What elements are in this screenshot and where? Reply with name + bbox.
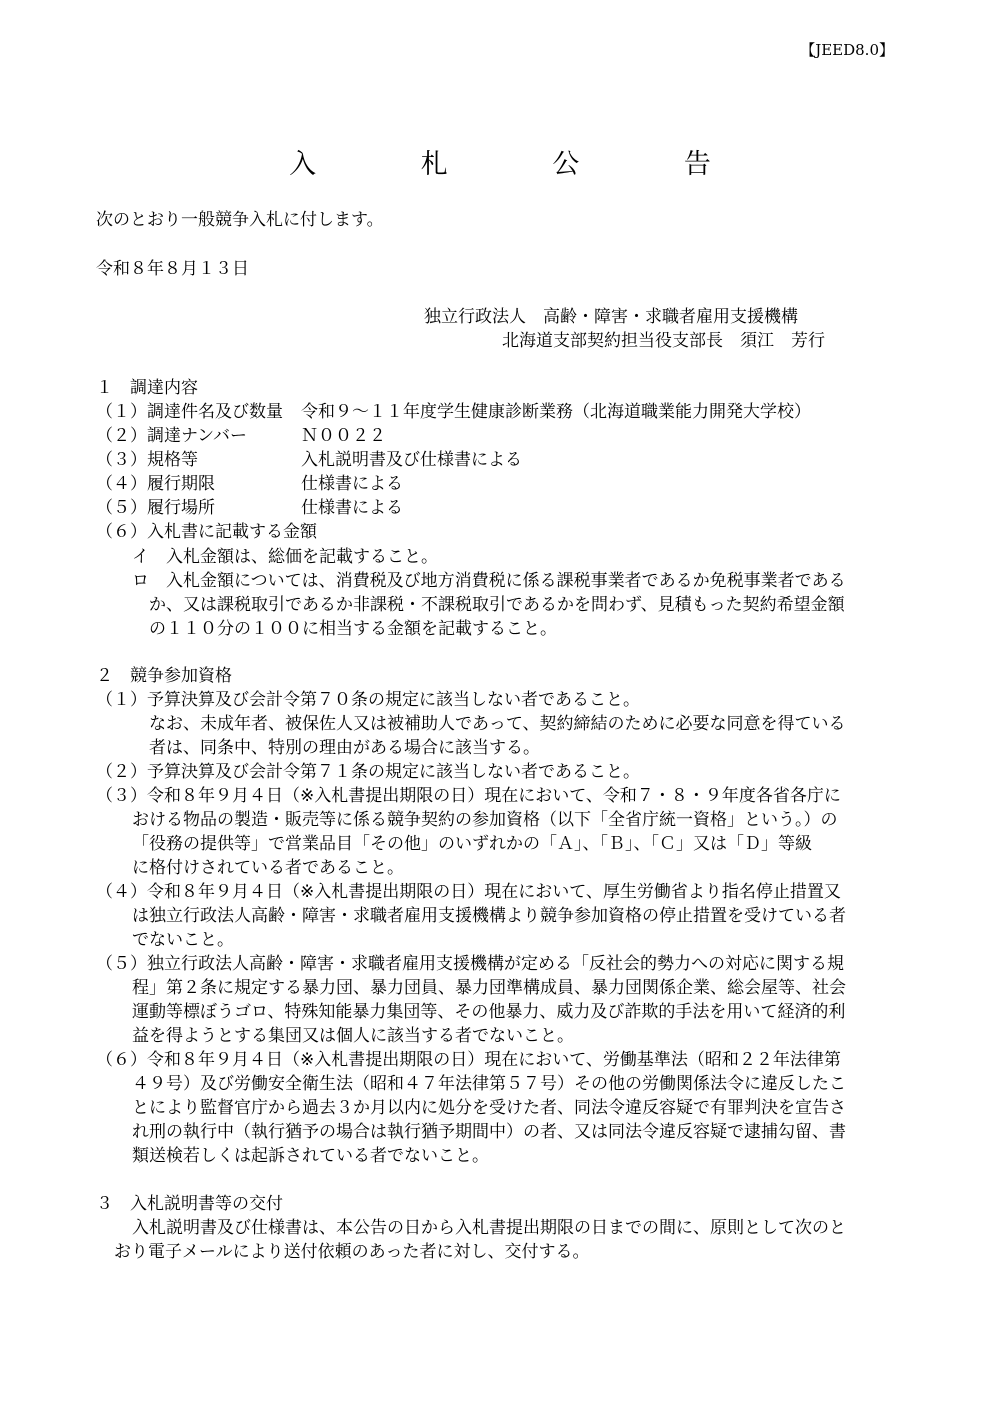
paragraph-line: 類送検若しくは起訴されている者でないこと。	[132, 1146, 489, 1166]
paragraph-line: （５）独立行政法人高齢・障害・求職者雇用支援機構が定める「反社会的勢力への対応に関する規	[96, 954, 844, 974]
paragraph-line: （３）令和８年９月４日（※入札書提出期限の日）現在において、令和７・８・９年度各省各庁に	[96, 786, 841, 806]
item-label: （１）調達件名及び数量	[96, 402, 283, 422]
paragraph-line: か、又は課税取引であるか非課税・不課税取引であるかを問わず、見積もった契約希望金額	[149, 595, 845, 615]
paragraph-line: れ刑の執行中（執行猶予の場合は執行猶予期間中）の者、又は同法令違反容疑で逮捕勾留、書	[132, 1122, 846, 1142]
page-title: 入 札 公 告	[289, 149, 759, 180]
paragraph-line: おける物品の製造・販売等に係る競争契約の参加資格（以下「全省庁統一資格」という。）の	[132, 810, 838, 830]
section-3-heading: ３ 入札説明書等の交付	[96, 1194, 283, 1214]
paragraph-line: は独立行政法人高齢・障害・求職者雇用支援機構より競争参加資格の停止措置を受けている者	[132, 906, 846, 926]
paragraph-line: でないこと。	[132, 930, 234, 950]
paragraph-line: ４９号）及び労働安全衛生法（昭和４７年法律第５７号）その他の労働関係法令に違反したこ	[132, 1074, 846, 1094]
contract-officer: 北海道支部契約担当役支部長 須江 芳行	[502, 331, 825, 351]
list-item	[96, 424, 386, 448]
paragraph-line: の１１０分の１００に相当する金額を記載すること。	[149, 619, 557, 639]
document-code: 【JEED8.0】	[800, 41, 894, 59]
paragraph-line: なお、未成年者、被保佐人又は被補助人であって、契約締結のために必要な同意を得ている	[149, 714, 846, 734]
list-item	[96, 400, 811, 424]
organization-name: 独立行政法人 高齢・障害・求職者雇用支援機構	[424, 307, 798, 327]
paragraph-line: 入札説明書及び仕様書は、本公告の日から入札書提出期限の日までの間に、原則として次のと	[132, 1218, 846, 1238]
paragraph-line: とにより監督官庁から過去３か月以内に処分を受けた者、同法令違反容疑で有罪判決を宣告さ	[132, 1098, 846, 1118]
item-value: 仕様書による	[301, 498, 403, 518]
section-1-heading: １ 調達内容	[96, 378, 198, 398]
list-item	[96, 448, 522, 472]
intro-text: 次のとおり一般競争入札に付します。	[96, 210, 384, 230]
paragraph-line: 運動等標ぼうゴロ、特殊知能暴力集団等、その他暴力、威力及び詐欺的手法を用いて経済的利	[132, 1002, 846, 1022]
paragraph-line: （６）令和８年９月４日（※入札書提出期限の日）現在において、労働基準法（昭和２２年法律第	[96, 1050, 841, 1070]
item-label: （５）履行場所	[96, 498, 215, 518]
item-value: 令和９～１１年度学生健康診断業務（北海道職業能力開発大学校）	[301, 402, 811, 422]
paragraph-line: 益を得ようとする集団又は個人に該当する者でないこと。	[132, 1026, 574, 1046]
paragraph-line: イ 入札金額は、総価を記載すること。	[132, 547, 438, 567]
section-2-heading: ２ 競争参加資格	[96, 666, 232, 686]
paragraph-line: おり電子メールにより送付依頼のあった者に対し、交付する。	[114, 1242, 590, 1262]
list-item	[96, 496, 403, 520]
item-label: （４）履行期限	[96, 474, 215, 494]
item-value: 入札説明書及び仕様書による	[301, 450, 522, 470]
item-value: Ｎ００２２	[301, 426, 386, 446]
notice-date: 令和８年８月１３日	[96, 259, 249, 279]
item-value: 仕様書による	[301, 474, 403, 494]
paragraph-line: （４）令和８年９月４日（※入札書提出期限の日）現在において、厚生労働省より指名停止措置又	[96, 882, 841, 902]
item-label: （３）規格等	[96, 450, 198, 470]
list-item	[96, 472, 403, 496]
paragraph-line: （２）予算決算及び会計令第７１条の規定に該当しない者であること。	[96, 762, 640, 782]
list-item: （６）入札書に記載する金額	[96, 522, 317, 542]
paragraph-line: 者は、同条中、特別の理由がある場合に該当する。	[149, 738, 540, 758]
paragraph-line: 程」第２条に規定する暴力団、暴力団員、暴力団準構成員、暴力団関係企業、総会屋等、社会	[132, 978, 846, 998]
paragraph-line: 「役務の提供等」で営業品目「その他」のいずれかの「Ａ」、「Ｂ」、「Ｃ」又は「Ｄ」等級	[132, 834, 812, 854]
paragraph-line: に格付けされている者であること。	[132, 858, 404, 878]
item-label: （２）調達ナンバー	[96, 426, 247, 446]
paragraph-line: （１）予算決算及び会計令第７０条の規定に該当しない者であること。	[96, 690, 640, 710]
paragraph-line: ロ 入札金額については、消費税及び地方消費税に係る課税事業者であるか免税事業者である	[132, 571, 846, 591]
